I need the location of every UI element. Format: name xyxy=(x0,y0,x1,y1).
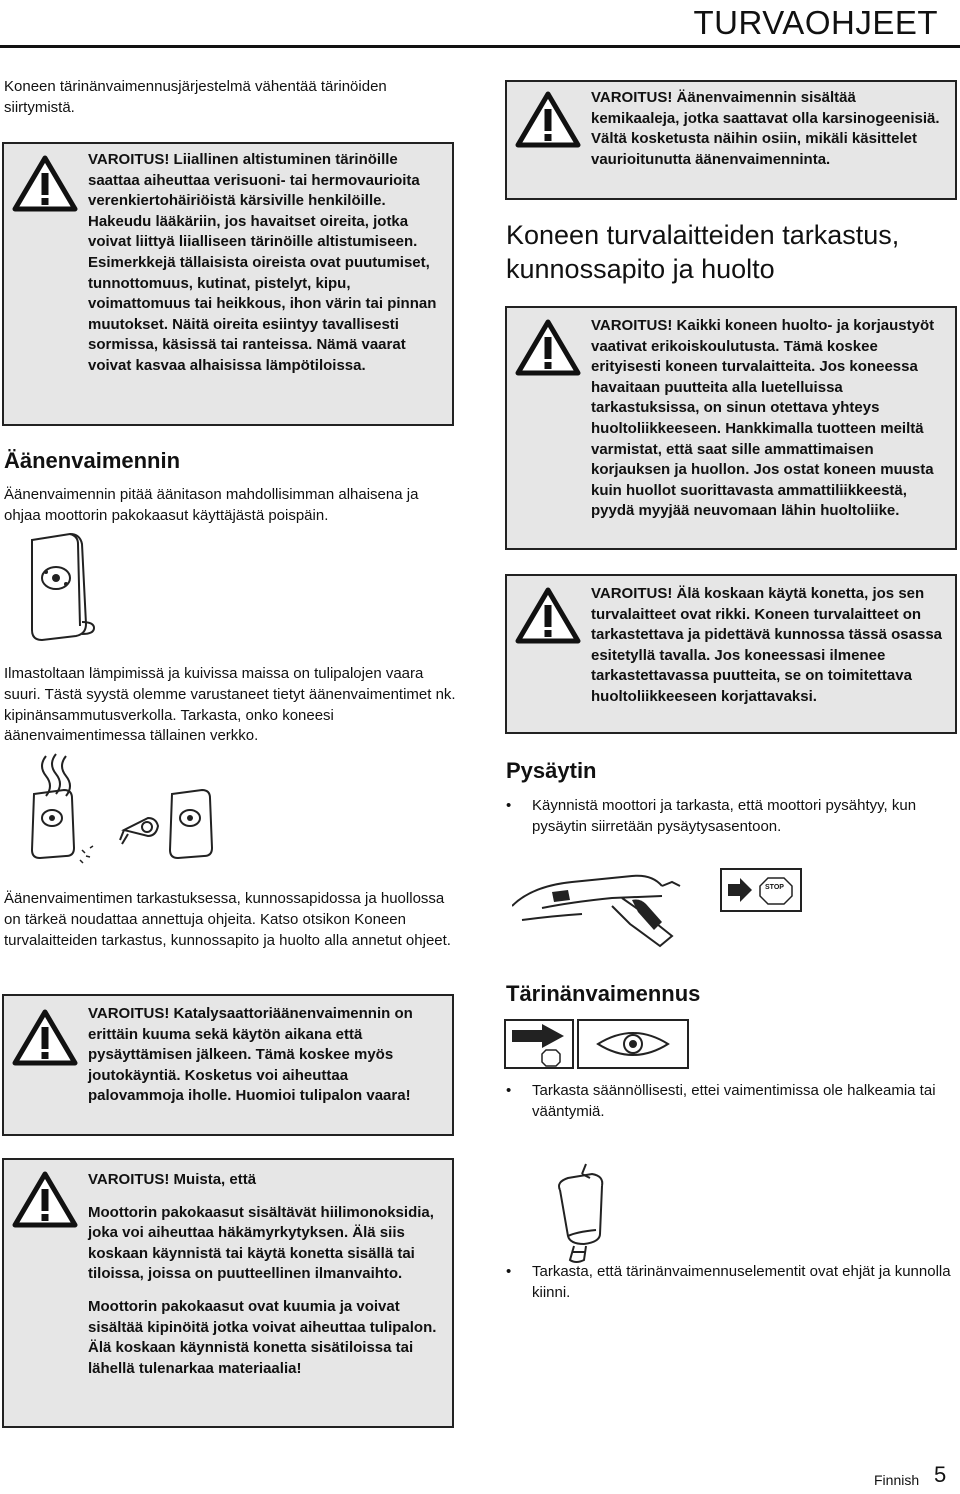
vibration-damper-illustration xyxy=(530,1160,630,1268)
vibration-heading: Tärinänvaimennus xyxy=(506,981,701,1006)
header-rule xyxy=(0,45,960,48)
spark-arrestor-illustration xyxy=(24,752,224,868)
page-title: TURVAOHJEET xyxy=(693,4,938,41)
inspection-text: Äänenvaimentimen tarkastuksessa, kunnossapidossa ja huollossa on tärkeä noudattaa annettuja ohjeita. Katso otsikon Koneen turvalaitteiden tarkastus, kunnossapito ja huolto alla annetut ohjeet. xyxy=(4,890,451,949)
inspect-symbols-illustration xyxy=(504,1018,690,1072)
warning-box-exhaust xyxy=(2,1158,454,1428)
warning-text-service: VAROITUS! Kaikki koneen huolto- ja korjaustyöt vaativat erikoiskoulutusta. Tämä koskee erityisesti koneen turvalaitteita. Jos koneessa havaitaan puutteita alla luetelluissa tarkastuksissa, on sinun otettava yhteys huoltoliikkeeseen. Hankkimalla tuotteen meiltä varmistat, että saat sille ammattimaisen korjauksen ja huollon. Jos ostat koneen muusta kuin huollot suorittavasta ammattiliikkeestä, pyydä myyjää neuvomaan lähin huoltoliike. xyxy=(591,317,935,520)
warning-exhaust-text-2: Moottorin pakokaasut ovat kuumia ja voivat sisältää kipinöitä jotka voivat aiheuttaa tulipalon. Älä koskaan käynnistä konetta sisätiloissa tai lähellä tulenarkaa materiaalia! xyxy=(88,1297,437,1377)
warning-text-vibration: VAROITUS! Liiallinen altistuminen tärinöille saattaa aiheuttaa verisuoni- tai hermovaurioita verenkiertohäiriöistä kärsiville henkilöille. Hakeudu lääkäriin, jos havaitset oireita, jotka voivat liittyä liialliseen tärinöille altistumiseen. Esimerkkejä tällaisista oireista ovat puutumiset, tunnottomuus, kutinat, pistelyt, kipu, voimattomuus tai heikkous, ihon värin tai pinnan muutokset. Näitä oireita esiintyy tavallisesti sormissa, käsissä tai ranteissa. Nämä vaarat voivat kasvaa alhaisissa lämpötiloissa. xyxy=(88,151,437,374)
muffler-illustration xyxy=(20,530,110,642)
warning-exhaust-text-1: Moottorin pakokaasut sisältävät hiilimonoksidia, joka voi aiheuttaa häkämyrkytyksen. Älä siis koskaan käynnistä tai käytä konetta sisällä tai tiloissa, joissa on puutteellinen ilmanvaihto. xyxy=(88,1203,434,1283)
warning-triangle-icon xyxy=(12,154,78,212)
vibration-bullet-2: • Tarkasta, että tärinänvaimennuselementit ovat ehjät ja kunnolla kiinni. xyxy=(506,1262,960,1304)
stop-symbol-illustration xyxy=(720,868,802,912)
warning-box-catalytic xyxy=(2,994,454,1136)
warning-triangle-icon xyxy=(515,90,581,148)
warning-triangle-icon xyxy=(12,1008,78,1066)
safety-heading: Koneen turvalaitteiden tarkastus, kunnossapito ja huolto xyxy=(506,220,900,284)
stop-sign-label: STOP xyxy=(765,884,784,891)
warning-box-chemicals xyxy=(505,80,957,200)
warning-text-catalytic: VAROITUS! Katalysaattoriäänenvaimennin on erittäin kuuma sekä käytön aikana että pysäyttämisen jälkeen. Tämä koskee myös joutokäyntiä. Kosketus voi aiheuttaa palovammoja iholle. Huomioi tulipalon vaara! xyxy=(88,1005,413,1105)
spark-arrestor-text: Ilmastoltaan lämpimissä ja kuivissa maissa on tulipalojen vaara suuri. Tästä syystä olemme varustaneet tietyt äänenvaimentimet nk. kipinänsammutusverkolla. Tarkasta, onko koneesi äänenvaimentimessa tällainen verkko. xyxy=(4,665,456,745)
warning-box-broken xyxy=(505,574,957,734)
muffler-heading: Äänenvaimennin xyxy=(4,448,181,473)
warning-triangle-icon xyxy=(12,1170,78,1228)
stop-heading: Pysäytin xyxy=(506,758,597,783)
warning-triangle-icon xyxy=(515,318,581,376)
page-number: 5 xyxy=(934,1462,947,1487)
footer-language: Finnish xyxy=(874,1472,920,1488)
warning-exhaust-title: VAROITUS! Muista, että xyxy=(88,1171,257,1188)
warning-box-vibration xyxy=(2,142,454,426)
warning-text-broken: VAROITUS! Älä koskaan käytä konetta, jos sen turvalaitteet ovat rikki. Koneen turvalaitteet on tarkastettava ja pidettävä kunnossa tässä osassa esitetyllä tavalla. Jos koneessasi ilmenee tarkastettavassa puutteita, se on toimitettava huoltoliikkeeseen korjattavaksi. xyxy=(591,585,943,705)
intro-text: Koneen tärinänvaimennusjärjestelmä vähentää tärinöiden siirtymistä. xyxy=(4,78,387,116)
vibration-bullet-1: • Tarkasta säännöllisesti, ettei vaimentimissa ole halkeamia tai vääntymiä. xyxy=(506,1081,960,1123)
warning-box-service xyxy=(505,306,957,550)
stop-bullet: • Käynnistä moottori ja tarkasta, että moottori pysähtyy, kun pysäytin siirretään pysäytysasentoon. xyxy=(506,796,956,838)
warning-text-chemicals: VAROITUS! Äänenvaimennin sisältää kemikaaleja, jotka saattavat olla karsinogeenisiä. Vältä kosketusta näihin osiin, mikäli käsittelet vaurioitunutta äänenvaimenninta. xyxy=(591,89,940,168)
muffler-text: Äänenvaimennin pitää äänitason mahdollisimman alhaisena ja ohjaa moottorin pakokaasut käyttäjästä poispäin. xyxy=(4,486,419,524)
warning-triangle-icon xyxy=(515,586,581,644)
